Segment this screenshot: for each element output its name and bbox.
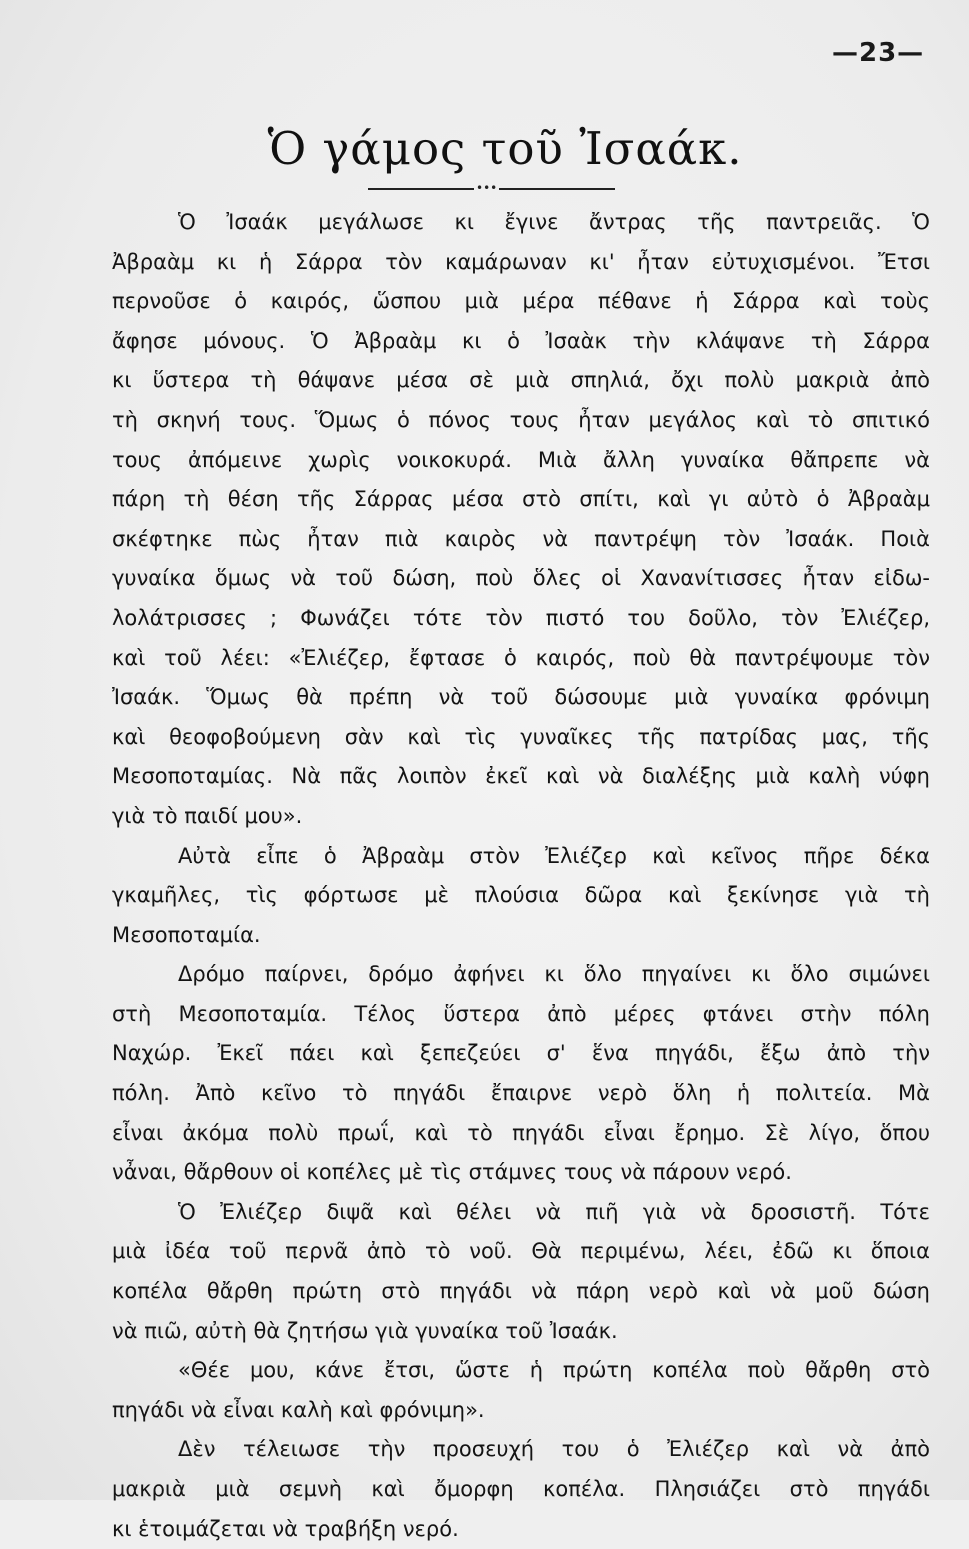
text-line: Ἰσαάκ. Ὅμως θὰ πρέπη νὰ τοῦ δώσουμε μιὰ γυναίκα φρόνιμη [112, 685, 930, 710]
text-line: τους ἀπόμεινε χωρὶς νοικοκυρά. Μιὰ ἄλλη γυναίκα θἄπρεπε νὰ [112, 447, 930, 472]
text-line: κοπέλα θἄρθη πρώτη στὸ πηγάδι νὰ πάρη νερὸ καὶ νὰ μοῦ δώση [112, 1279, 930, 1304]
text-line: καὶ θεοφοβούμενη σὰν καὶ τὶς γυναῖκες τῆς πατρίδας μας, τῆς [112, 724, 930, 749]
text-line: Δρόμο παίρνει, δρόμο ἀφήνει κι ὅλο πηγαίνει κι ὅλο σιμώνει [178, 962, 930, 987]
text-line: Μεσοποταμίας. Νὰ πᾶς λοιπὸν ἐκεῖ καὶ νὰ διαλέξης μιὰ καλὴ νύφη [112, 764, 930, 789]
text-line: γιὰ τὸ παιδί μου». [112, 803, 303, 828]
text-line: κι ὕστερα τὴ θάψανε μέσα σὲ μιὰ σπηλιά, ὄχι πολὺ μακριὰ ἀπὸ [112, 368, 930, 393]
text-line: περνοῦσε ὁ καιρός, ὥσπου μιὰ μέρα πέθανε ἡ Σάρρα καὶ τοὺς [112, 289, 930, 314]
text-line: ἄφησε μόνους. Ὁ Ἀβραὰμ κι ὁ Ἰσαὰκ τὴν κλάψανε τὴ Σάρρα [112, 328, 930, 353]
text-line: μακριὰ μιὰ σεμνὴ καὶ ὄμορφη κοπέλα. Πλησιάζει στὸ πηγάδι [112, 1477, 930, 1501]
text-line: λολάτρισσες ; Φωνάζει τότε τὸν πιστό του δοῦλο, τὸν Ἐλιέζερ, [112, 605, 930, 630]
text-line: «Θέε μου, κάνε ἔτσι, ὥστε ἡ πρώτη κοπέλα ποὺ θἄρθη στὸ [178, 1358, 930, 1383]
text-line: σκέφτηκε πὼς ἦταν πιὰ καιρὸς νὰ παντρέψη τὸν Ἰσαάκ. Ποιὰ [112, 526, 930, 551]
text-line: Μεσοποταμία. [112, 922, 261, 947]
text-line: Ἀβραὰμ κι ἡ Σάρρα τὸν καμάρωναν κι' ἦταν εὐτυχισμένοι. Ἔτσι [112, 249, 930, 274]
text-line: Ὁ Ἐλιέζερ διψᾶ καὶ θέλει νὰ πιῆ γιὰ νὰ δροσιστῆ. Τότε [178, 1199, 930, 1224]
divider-ornament: ••• [476, 181, 498, 195]
text-line: πάρη τὴ θέση τῆς Σάρρας μέσα στὸ σπίτι, καὶ γι αὐτὸ ὁ Ἀβραὰμ [112, 487, 930, 512]
text-line: πόλη. Ἀπὸ κεῖνο τὸ πηγάδι ἔπαιρνε νερὸ ὅλη ἡ πολιτεία. Μὰ [112, 1081, 930, 1106]
text-line: Ναχώρ. Ἐκεῖ πάει καὶ ξεπεζεύει σ' ἕνα πηγάδι, ἔξω ἀπὸ τὴν [112, 1041, 930, 1066]
page-number: —23— [832, 38, 925, 68]
text-line: εἶναι ἀκόμα πολὺ πρωΐ, καὶ τὸ πηγάδι εἶναι ἔρημο. Σὲ λίγο, ὅπου [112, 1120, 930, 1145]
text-line: νὰ πιῶ, αὐτὴ θὰ ζητήσω γιὰ γυναίκα τοῦ Ἰσαάκ. [112, 1318, 618, 1343]
text-line: μιὰ ἰδέα τοῦ περνᾶ ἀπὸ τὸ νοῦ. Θὰ περιμένω, λέει, ἐδῶ κι ὅποια [112, 1239, 930, 1264]
text-line: νἆναι, θἄρθουν οἱ κοπέλες μὲ τὶς στάμνες τους νὰ πάρουν νερό. [112, 1160, 792, 1185]
text-line: καὶ τοῦ λέει: «Ἐλιέζερ, ἔφτασε ὁ καιρός, ποὺ θὰ παντρέψουμε τὸν [112, 645, 930, 670]
text-line: στὴ Μεσοποταμία. Τέλος ὕστερα ἀπὸ μέρες φτάνει στὴν πόλη [112, 1001, 930, 1026]
text-line: κι ἑτοιμάζεται νὰ τραβήξη νερό. [112, 1516, 459, 1541]
text-line: γυναίκα ὅμως νὰ τοῦ δώση, ποὺ ὅλες οἱ Χανανίτισσες ἦταν εἰδω- [112, 566, 930, 591]
chapter-body [112, 203, 930, 1549]
chapter-title: Ὁ γάμος τοῦ Ἰσαάκ. [267, 122, 743, 175]
text-line: Αὐτὰ εἶπε ὁ Ἀβραὰμ στὸν Ἐλιέζερ καὶ κεῖνος πῆρε δέκα [178, 843, 930, 868]
text-line: τὴ σκηνή τους. Ὅμως ὁ πόνος τους ἦταν μεγάλος καὶ τὸ σπιτικό [112, 407, 930, 432]
text-line: γκαμῆλες, τὶς φόρτωσε μὲ πλούσια δῶρα καὶ ξεκίνησε γιὰ τὴ [112, 883, 930, 908]
text-line: Ὁ Ἰσαάκ μεγάλωσε κι ἔγινε ἄντρας τῆς παντρειᾶς. Ὁ [178, 210, 930, 234]
text-line: Δὲν τέλειωσε τὴν προσευχή του ὁ Ἐλιέζερ καὶ νὰ ἀπὸ [178, 1437, 930, 1462]
text-line: πηγάδι νὰ εἶναι καλὴ καὶ φρόνιμη». [112, 1397, 485, 1422]
